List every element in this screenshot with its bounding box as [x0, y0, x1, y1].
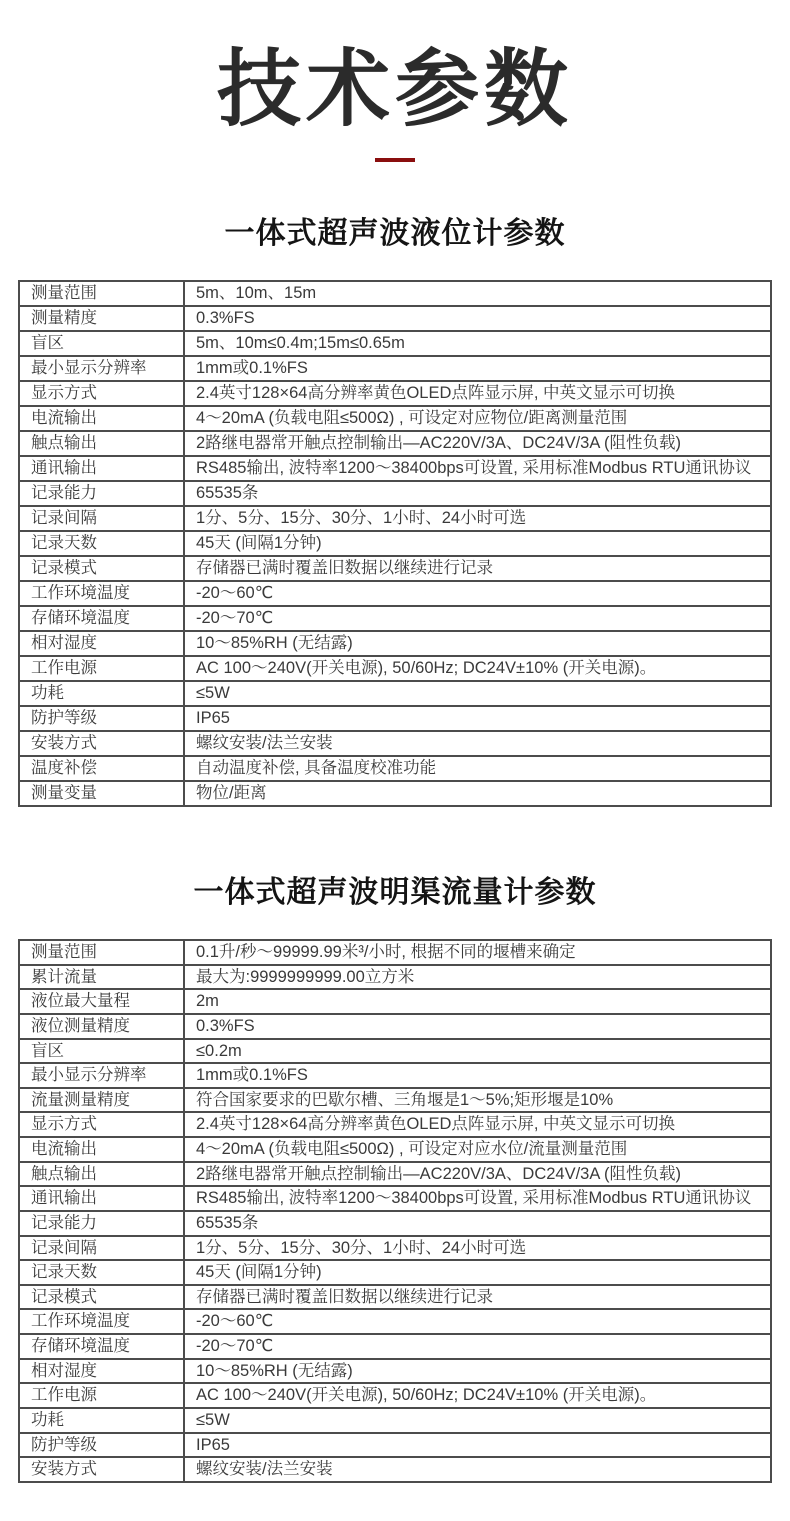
table-row [19, 1211, 771, 1236]
param-value: 1mm或0.1%FS [184, 356, 771, 381]
param-label: 相对湿度 [19, 631, 184, 656]
param-label: 防护等级 [19, 1433, 184, 1458]
table-row [19, 1309, 771, 1334]
param-value: 物位/距离 [184, 781, 771, 806]
spec-table-body [19, 281, 771, 806]
table-row [19, 631, 771, 656]
table-row [19, 656, 771, 681]
table-row [19, 1408, 771, 1433]
param-value: 0.3%FS [184, 1014, 771, 1039]
param-value: IP65 [184, 706, 771, 731]
param-label: 记录天数 [19, 531, 184, 556]
table-row [19, 431, 771, 456]
table-row [19, 965, 771, 990]
param-value: 螺纹安装/法兰安装 [184, 731, 771, 756]
param-label: 记录能力 [19, 1211, 184, 1236]
table-row [19, 606, 771, 631]
param-value: -20～70℃ [184, 1334, 771, 1359]
table-row [19, 506, 771, 531]
param-value: 0.3%FS [184, 306, 771, 331]
param-value: 0.1升/秒～99999.99米³/小时, 根据不同的堰槽来确定 [184, 940, 771, 965]
param-label: 记录天数 [19, 1260, 184, 1285]
param-label: 安装方式 [19, 1457, 184, 1482]
param-label: 测量精度 [19, 306, 184, 331]
param-label: 显示方式 [19, 381, 184, 406]
param-label: 累计流量 [19, 965, 184, 990]
param-label: 流量测量精度 [19, 1088, 184, 1113]
table-row [19, 1039, 771, 1064]
param-label: 盲区 [19, 331, 184, 356]
param-value: 自动温度补偿, 具备温度校准功能 [184, 756, 771, 781]
table-row [19, 1260, 771, 1285]
param-label: 安装方式 [19, 731, 184, 756]
param-label: 温度补偿 [19, 756, 184, 781]
param-label: 记录模式 [19, 1285, 184, 1310]
param-value: -20～70℃ [184, 606, 771, 631]
param-label: 触点输出 [19, 1162, 184, 1187]
param-value: 10～85%RH (无结露) [184, 1359, 771, 1384]
table-row [19, 681, 771, 706]
table-row [19, 331, 771, 356]
param-value: 存储器已满时覆盖旧数据以继续进行记录 [184, 556, 771, 581]
param-value: 5m、10m、15m [184, 281, 771, 306]
param-value: 2m [184, 989, 771, 1014]
table-row [19, 1063, 771, 1088]
param-value: RS485输出, 波特率1200～38400bps可设置, 采用标准Modbus RTU通讯协议 [184, 456, 771, 481]
param-label: 工作电源 [19, 656, 184, 681]
param-value: 45天 (间隔1分钟) [184, 1260, 771, 1285]
param-value: 2.4英寸128×64高分辨率黄色OLED点阵显示屏, 中英文显示可切换 [184, 381, 771, 406]
param-value: 2.4英寸128×64高分辨率黄色OLED点阵显示屏, 中英文显示可切换 [184, 1112, 771, 1137]
param-label: 防护等级 [19, 706, 184, 731]
spec-table-level-meter [18, 280, 772, 807]
param-value: 2路继电器常开触点控制输出—AC220V/3A、DC24V/3A (阻性负载) [184, 431, 771, 456]
table-row [19, 356, 771, 381]
param-value: 1分、5分、15分、30分、1小时、24小时可选 [184, 1236, 771, 1261]
param-label: 记录模式 [19, 556, 184, 581]
spec-table-body [19, 940, 771, 1482]
param-value: 符合国家要求的巴歇尔槽、三角堰是1～5%;矩形堰是10% [184, 1088, 771, 1113]
table-row [19, 731, 771, 756]
param-value: 5m、10m≤0.4m;15m≤0.65m [184, 331, 771, 356]
param-label: 电流输出 [19, 1137, 184, 1162]
title-accent-underline [375, 158, 415, 162]
table-row [19, 1088, 771, 1113]
table-row [19, 581, 771, 606]
table-row [19, 1112, 771, 1137]
table-row [19, 1359, 771, 1384]
spec-table-flow-meter [18, 939, 772, 1483]
table-row [19, 1285, 771, 1310]
param-label: 功耗 [19, 681, 184, 706]
table-row [19, 1186, 771, 1211]
table-row [19, 481, 771, 506]
param-value: 45天 (间隔1分钟) [184, 531, 771, 556]
param-label: 记录间隔 [19, 1236, 184, 1261]
param-value: 存储器已满时覆盖旧数据以继续进行记录 [184, 1285, 771, 1310]
table-row [19, 1137, 771, 1162]
table-row [19, 1236, 771, 1261]
section-heading-flow-meter: 一体式超声波明渠流量计参数 [193, 876, 597, 910]
param-value: 4～20mA (负载电阻≤500Ω) , 可设定对应水位/流量测量范围 [184, 1137, 771, 1162]
table-row [19, 406, 771, 431]
param-label: 通讯输出 [19, 456, 184, 481]
param-label: 工作环境温度 [19, 1309, 184, 1334]
page-title: 技术参数 [216, 42, 573, 136]
param-value: ≤5W [184, 681, 771, 706]
param-label: 液位最大量程 [19, 989, 184, 1014]
param-value: AC 100～240V(开关电源), 50/60Hz; DC24V±10% (开关电源)。 [184, 656, 771, 681]
table-row [19, 1457, 771, 1482]
param-label: 触点输出 [19, 431, 184, 456]
table-row [19, 456, 771, 481]
table-row [19, 381, 771, 406]
param-label: 工作环境温度 [19, 581, 184, 606]
param-label: 通讯输出 [19, 1186, 184, 1211]
param-label: 测量范围 [19, 281, 184, 306]
table-row [19, 281, 771, 306]
table-row [19, 781, 771, 806]
table-row [19, 1162, 771, 1187]
param-label: 存储环境温度 [19, 606, 184, 631]
section-heading-level-meter: 一体式超声波液位计参数 [224, 217, 566, 251]
param-label: 记录间隔 [19, 506, 184, 531]
table-row [19, 1014, 771, 1039]
param-value: 4～20mA (负载电阻≤500Ω) , 可设定对应物位/距离测量范围 [184, 406, 771, 431]
param-label: 测量范围 [19, 940, 184, 965]
param-value: 65535条 [184, 1211, 771, 1236]
table-row [19, 940, 771, 965]
table-row [19, 706, 771, 731]
table-row [19, 556, 771, 581]
param-value: 1分、5分、15分、30分、1小时、24小时可选 [184, 506, 771, 531]
param-label: 记录能力 [19, 481, 184, 506]
param-label: 最小显示分辨率 [19, 356, 184, 381]
param-label: 电流输出 [19, 406, 184, 431]
param-label: 相对湿度 [19, 1359, 184, 1384]
param-value: 65535条 [184, 481, 771, 506]
table-row [19, 306, 771, 331]
param-value: AC 100～240V(开关电源), 50/60Hz; DC24V±10% (开关电源)。 [184, 1383, 771, 1408]
param-value: 2路继电器常开触点控制输出—AC220V/3A、DC24V/3A (阻性负载) [184, 1162, 771, 1187]
table-row [19, 531, 771, 556]
param-label: 存储环境温度 [19, 1334, 184, 1359]
param-value: IP65 [184, 1433, 771, 1458]
table-row [19, 989, 771, 1014]
param-value: RS485输出, 波特率1200～38400bps可设置, 采用标准Modbus RTU通讯协议 [184, 1186, 771, 1211]
param-label: 盲区 [19, 1039, 184, 1064]
param-label: 最小显示分辨率 [19, 1063, 184, 1088]
table-row [19, 1433, 771, 1458]
param-value: 螺纹安装/法兰安装 [184, 1457, 771, 1482]
param-label: 测量变量 [19, 781, 184, 806]
param-value: -20～60℃ [184, 581, 771, 606]
param-label: 功耗 [19, 1408, 184, 1433]
param-value: 10～85%RH (无结露) [184, 631, 771, 656]
param-value: 最大为:9999999999.00立方米 [184, 965, 771, 990]
param-label: 液位测量精度 [19, 1014, 184, 1039]
table-row [19, 1383, 771, 1408]
table-row [19, 756, 771, 781]
param-value: 1mm或0.1%FS [184, 1063, 771, 1088]
param-label: 显示方式 [19, 1112, 184, 1137]
param-value: ≤0.2m [184, 1039, 771, 1064]
param-value: -20～60℃ [184, 1309, 771, 1334]
param-value: ≤5W [184, 1408, 771, 1433]
param-label: 工作电源 [19, 1383, 184, 1408]
bottom-spacer [0, 1483, 790, 1521]
table-row [19, 1334, 771, 1359]
